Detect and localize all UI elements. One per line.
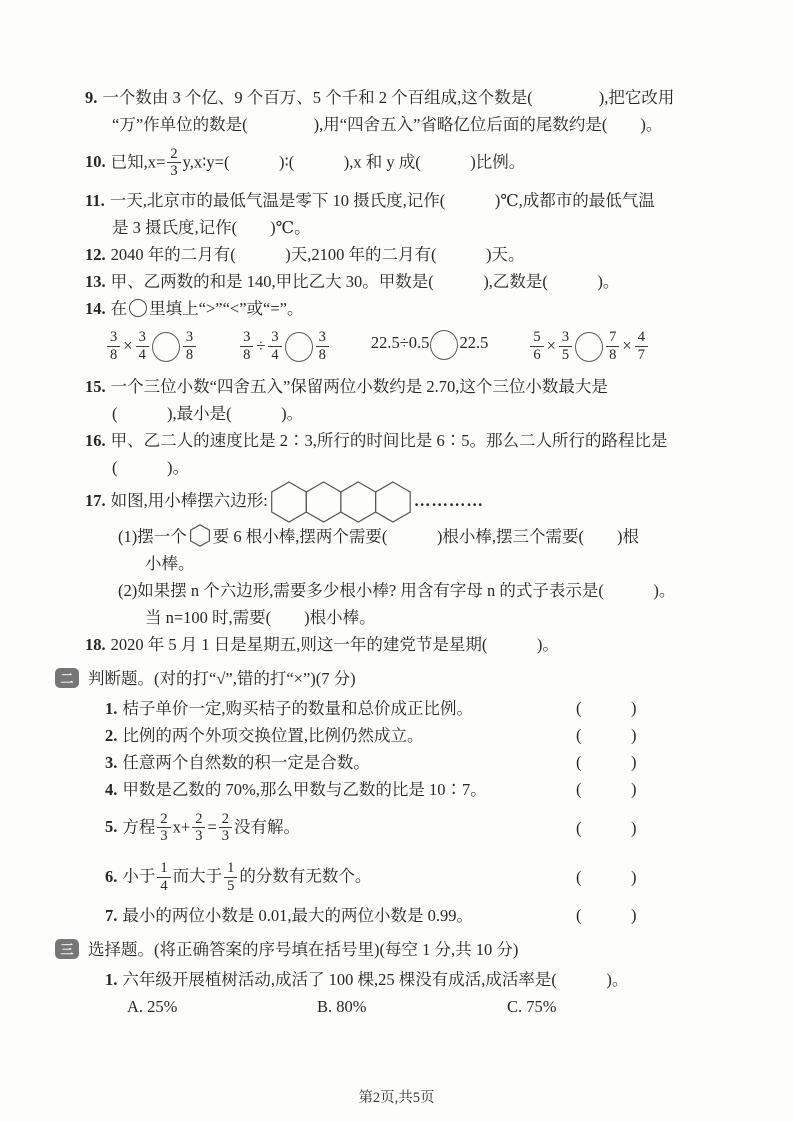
question-number: 18. <box>85 634 106 654</box>
question-text: y,x∶y=( )∶( ),x 和 y 成( )比例。 <box>182 152 526 172</box>
comparison-expressions <box>85 322 743 372</box>
item-text: 小于 <box>122 866 156 886</box>
question-text: 是 3 摄氏度,记作( )℃。 <box>112 218 311 238</box>
fraction: $\frac{2}{3}$ <box>192 811 205 844</box>
question-14 <box>85 295 743 322</box>
fraction: $\frac{1}{5}$ <box>224 860 237 893</box>
answer-bracket: ( ) <box>576 818 637 838</box>
fraction: $\frac{2}{3}$ <box>219 811 232 844</box>
item-number: 5. <box>105 817 118 837</box>
question-15 <box>85 373 743 427</box>
hexagon-chain-figure <box>270 481 412 523</box>
item-text: 没有解。 <box>234 817 300 837</box>
item-text: 的分数有无数个。 <box>239 866 372 886</box>
item-number: 7. <box>105 905 118 925</box>
question-16 <box>85 427 743 481</box>
fraction: $\frac{4}{7}$ <box>635 329 648 362</box>
section-2-badge: 二 <box>55 668 79 688</box>
option-a: A. 25% <box>127 996 178 1016</box>
question-text: 里填上“>”“<”或“=”。 <box>149 299 304 319</box>
question-text: 2020 年 5 月 1 日是星期五,则这一年的建党节是星期( )。 <box>110 634 559 654</box>
operator: ÷ <box>256 335 266 355</box>
question-text: “万”作单位的数是( ),用“四舍五入”省略亿位后面的尾数约是( )。 <box>112 115 663 134</box>
question-13 <box>85 268 743 295</box>
fraction: $\frac{2}{3}$ <box>167 146 180 179</box>
question-10 <box>85 138 743 187</box>
item-number: 3. <box>105 752 118 772</box>
fraction: $\frac{3}{4}$ <box>136 329 149 362</box>
expression-2 <box>238 329 331 362</box>
answer-bracket: ( ) <box>576 905 637 925</box>
item-text: 六年级开展植树活动,成活了 100 棵,25 棵没有成活,成活率是( )。 <box>122 969 629 989</box>
question-number: 10. <box>85 152 106 172</box>
answer-bracket: ( ) <box>576 867 637 887</box>
judgment-item-4 <box>105 776 743 803</box>
question-number: 14. <box>85 299 106 319</box>
question-text: 如果摆 n 个六边形,需要多少根小棒? 用含有字母 n 的式子表示是( )。 <box>137 580 676 600</box>
comparison-circle-icon <box>575 332 603 362</box>
question-text: 当 n=100 时,需要( )根小棒。 <box>145 607 376 627</box>
question-text: 已知,x= <box>110 152 166 172</box>
exam-content <box>60 84 743 1020</box>
item-text: 任意两个自然数的积一定是合数。 <box>122 752 370 772</box>
question-text: 一个数由 3 个亿、9 个百万、5 个千和 2 个百组成,这个数是( ),把它改用 <box>102 88 675 107</box>
item-number: 6. <box>105 866 118 886</box>
section-3-badge: 三 <box>55 939 79 959</box>
answer-bracket: ( ) <box>576 779 637 799</box>
question-text: 一天,北京市的最低气温是零下 10 摄氏度,记作( )℃,成都市的最低气温 <box>109 191 655 211</box>
fraction: $\frac{2}{3}$ <box>157 811 170 844</box>
section-choice-header <box>55 936 743 963</box>
expression-4 <box>528 329 650 362</box>
question-text: 2040 年的二月有( )天,2100 年的二月有( )天。 <box>110 245 525 265</box>
question-text: 摆一个 <box>137 526 187 546</box>
question-number: 13. <box>85 272 106 292</box>
question-9 <box>85 84 743 138</box>
fraction: $\frac{3}{5}$ <box>559 329 572 362</box>
question-number: 16. <box>85 430 106 450</box>
fraction: $\frac{1}{4}$ <box>157 860 170 893</box>
question-number: 11. <box>85 191 105 211</box>
item-text: 方程 <box>122 817 156 837</box>
item-text: 比例的两个外项交换位置,比例仍然成立。 <box>122 725 424 745</box>
section-judgment-header <box>55 665 743 692</box>
section-title: 判断题。(对的打“√”,错的打“×”)(7 分) <box>88 668 356 688</box>
item-number: 2. <box>105 725 118 745</box>
fraction: $\frac{3}{8}$ <box>183 329 196 362</box>
option-c: C. 75% <box>507 996 557 1016</box>
expression-text: 22.5÷0.5 <box>370 333 430 353</box>
answer-bracket: ( ) <box>576 698 637 718</box>
judgment-item-7 <box>105 902 743 929</box>
judgment-item-5 <box>105 803 743 852</box>
item-text: 最小的两位小数是 0.01,最大的两位小数是 0.99。 <box>122 905 473 925</box>
question-17 <box>85 481 743 523</box>
question-17-sub-1 <box>85 523 743 577</box>
option-b: B. 80% <box>317 996 367 1016</box>
question-text: 要 6 根小棒,摆两个需要( )根小棒,摆三个需要( )根 <box>212 526 639 546</box>
judgment-item-3 <box>105 749 743 776</box>
comparison-circle-icon <box>285 332 313 362</box>
sub-number: (1) <box>118 526 138 546</box>
question-11 <box>85 187 743 241</box>
item-number: 1. <box>105 698 118 718</box>
operator: × <box>546 335 556 355</box>
question-text: ( ),最小是( )。 <box>112 403 304 423</box>
fraction: $\frac{3}{8}$ <box>240 329 253 362</box>
comparison-circle-icon <box>430 330 458 360</box>
hexagon-icon <box>189 524 211 547</box>
item-text: 甲数是乙数的 70%,那么甲数与乙数的比是 10∶7。 <box>122 779 487 799</box>
section-title: 选择题。(将正确答案的序号填在括号里)(每空 1 分,共 10 分) <box>88 939 519 959</box>
answer-bracket: ( ) <box>576 752 637 772</box>
expression-3 <box>371 329 488 362</box>
operator: × <box>123 335 133 355</box>
operator: × <box>622 335 632 355</box>
question-18 <box>85 631 743 658</box>
item-text: 桔子单价一定,购买桔子的数量和总价成正比例。 <box>122 698 473 718</box>
question-number: 12. <box>85 245 106 265</box>
question-text: 甲、乙两数的和是 140,甲比乙大 30。甲数是( ),乙数是( )。 <box>110 272 620 292</box>
fraction: $\frac{7}{8}$ <box>606 329 619 362</box>
choice-list <box>105 966 743 1020</box>
expression-1 <box>105 329 198 362</box>
item-number: 4. <box>105 779 118 799</box>
fraction: $\frac{5}{6}$ <box>530 329 543 362</box>
fraction: $\frac{3}{4}$ <box>268 329 281 362</box>
question-number: 17. <box>85 490 106 510</box>
question-text: 小棒。 <box>145 553 195 573</box>
question-number: 15. <box>85 376 106 396</box>
judgment-item-6 <box>105 852 743 901</box>
sub-number: (2) <box>118 580 138 600</box>
comparison-circle-icon <box>152 332 180 362</box>
ellipsis-dots: ………… <box>413 490 484 510</box>
page-footer: 第2页,共5页 <box>358 1090 435 1106</box>
judgment-item-1 <box>105 695 743 722</box>
judgment-list <box>105 695 743 929</box>
blank-circle-icon <box>129 299 147 317</box>
judgment-item-2 <box>105 722 743 749</box>
question-text: 甲、乙二人的速度比是 2∶3,所行的时间比是 6∶5。那么二人所行的路程比是 <box>110 430 668 450</box>
choice-options <box>127 993 743 1020</box>
choice-question-1 <box>105 966 743 993</box>
question-17-sub-2 <box>85 577 743 631</box>
item-number: 1. <box>105 969 118 989</box>
item-text: 而大于 <box>172 866 223 886</box>
question-text: 一个三位小数“四舍五入”保留两位小数约是 2.70,这个三位小数最大是 <box>110 376 608 396</box>
fraction: $\frac{3}{8}$ <box>107 329 120 362</box>
answer-bracket: ( ) <box>576 725 637 745</box>
question-text: 如图,用小棒摆六边形: <box>110 490 268 510</box>
question-text: 在 <box>110 299 128 319</box>
question-text: ( )。 <box>112 457 189 477</box>
question-12 <box>85 241 743 268</box>
question-number: 9. <box>85 88 98 107</box>
expression-text: 22.5 <box>459 333 489 353</box>
fraction: $\frac{3}{8}$ <box>316 329 329 362</box>
item-text: = <box>207 817 217 837</box>
item-text: x+ <box>172 817 191 837</box>
